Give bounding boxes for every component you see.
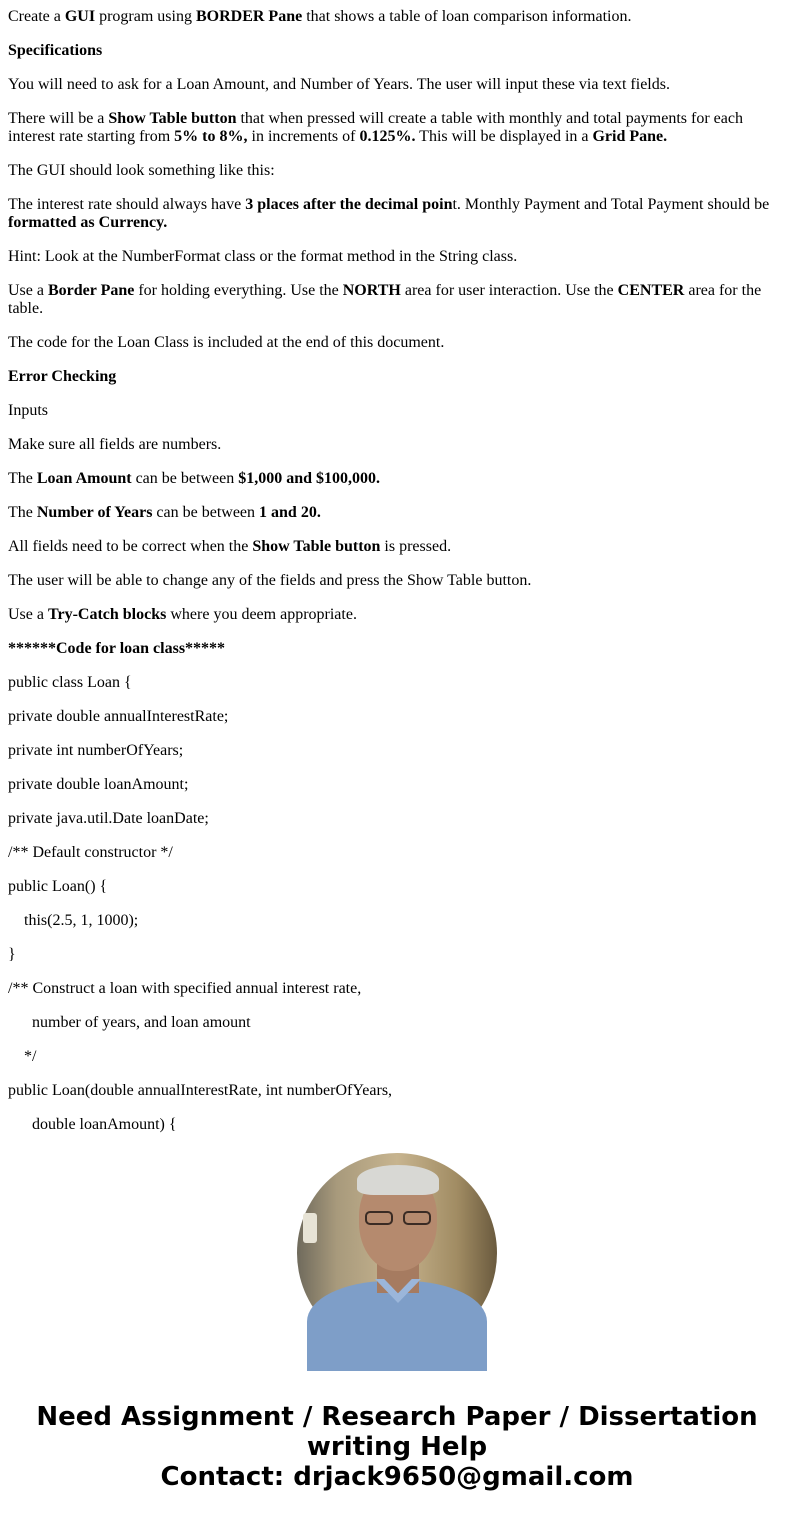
text-run: /** Default constructor */	[8, 844, 173, 861]
text-run: can be between	[152, 504, 260, 521]
paragraph	[8, 368, 786, 386]
paragraph	[8, 162, 786, 180]
text-run: The	[8, 504, 37, 521]
paragraph	[8, 844, 786, 862]
text-run: You will need to ask for a Loan Amount, and Number of Years. The user will input these via text fields.	[8, 76, 670, 93]
text-run: private double annualInterestRate;	[8, 708, 229, 725]
paragraph	[8, 878, 786, 896]
text-run: in increments of	[247, 128, 360, 145]
text-run: area for the table.	[8, 282, 762, 317]
text-run: where you deem appropriate.	[166, 606, 357, 623]
banner-contact-line: Contact: drjack9650@gmail.com	[160, 1462, 634, 1492]
bold-text: 3 places after the decimal poin	[245, 196, 453, 213]
bold-text: ******Code for loan class*****	[8, 640, 226, 657]
text-run: private int numberOfYears;	[8, 742, 184, 759]
paragraph	[8, 110, 786, 146]
paragraph	[8, 640, 786, 658]
text-run: Use a	[8, 606, 48, 623]
paragraph	[8, 436, 786, 454]
paragraph	[8, 1014, 786, 1032]
text-run: The interest rate should always have	[8, 196, 246, 213]
text-run: The GUI should look something like this:	[8, 162, 275, 179]
bold-text: $1,000 and $100,000.	[238, 470, 380, 487]
text-run: this(2.5, 1, 1000);	[24, 912, 139, 929]
document-body	[8, 0, 786, 1133]
text-run: private java.util.Date loanDate;	[8, 810, 209, 827]
bold-text: Loan Amount	[36, 470, 132, 487]
text-run: program using	[95, 8, 196, 25]
text-run: is pressed.	[380, 538, 452, 555]
photo-glasses	[365, 1211, 431, 1227]
text-run: t. Monthly Payment and Total Payment should be	[452, 196, 770, 213]
paragraph	[8, 248, 786, 266]
bold-text: 0.125%.	[359, 128, 416, 145]
paragraph	[8, 912, 786, 930]
text-run: public Loan() {	[8, 878, 108, 895]
paragraph	[8, 980, 786, 998]
author-photo	[297, 1153, 497, 1353]
text-run: public Loan(double annualInterestRate, int numberOfYears,	[8, 1082, 393, 1099]
paragraph	[8, 470, 786, 488]
text-run: Make sure all fields are numbers.	[8, 436, 222, 453]
bold-text: Specifications	[8, 42, 103, 59]
text-run: can be between	[131, 470, 239, 487]
bold-text: Error Checking	[8, 368, 117, 385]
text-run: The user will be able to change any of the fields and press the Show Table button.	[8, 572, 532, 589]
paragraph	[8, 196, 786, 232]
paragraph	[8, 946, 786, 964]
paragraph	[8, 282, 786, 318]
bold-text: 1 and 20.	[259, 504, 321, 521]
text-run: The code for the Loan Class is included at the end of this document.	[8, 334, 445, 351]
paragraph	[8, 1048, 786, 1066]
paragraph	[8, 708, 786, 726]
photo-hair	[357, 1165, 439, 1195]
text-run: }	[8, 946, 16, 963]
paragraph	[8, 742, 786, 760]
paragraph	[8, 1116, 786, 1134]
text-run: that shows a table of loan comparison information.	[302, 8, 632, 25]
text-run: */	[24, 1048, 37, 1065]
text-run: for holding everything. Use the	[134, 282, 343, 299]
paragraph	[8, 810, 786, 828]
paragraph	[8, 42, 786, 60]
text-run: All fields need to be correct when the	[8, 538, 253, 555]
bold-text: Show Table button	[252, 538, 381, 555]
paragraph	[8, 572, 786, 590]
paragraph	[8, 776, 786, 794]
text-run: Hint: Look at the NumberFormat class or the format method in the String class.	[8, 248, 518, 265]
text-run: Inputs	[8, 402, 48, 419]
bold-text: CENTER	[617, 282, 685, 299]
bold-text: GUI	[64, 8, 96, 25]
text-run: private double loanAmount;	[8, 776, 189, 793]
bold-text: Number of Years	[36, 504, 153, 521]
text-run: area for user interaction. Use the	[400, 282, 618, 299]
text-run: public class Loan {	[8, 674, 132, 691]
paragraph	[8, 674, 786, 692]
contact-banner	[0, 1402, 794, 1492]
text-run: that when pressed will create a table with monthly and total payments for each interest rate starting from	[8, 110, 743, 145]
photo-light-switch	[303, 1213, 317, 1243]
text-run: Use a	[8, 282, 48, 299]
bold-text: NORTH	[342, 282, 401, 299]
banner-line-1: Need Assignment / Research Paper / Dissertation	[36, 1402, 758, 1432]
text-run: double loanAmount) {	[32, 1116, 177, 1133]
text-run: Create a	[8, 8, 65, 25]
paragraph	[8, 334, 786, 352]
text-run: number of years, and loan amount	[32, 1014, 251, 1031]
paragraph	[8, 1082, 786, 1100]
text-run: The	[8, 470, 37, 487]
paragraph	[8, 76, 786, 94]
banner-line-2: writing Help	[306, 1432, 488, 1462]
paragraph	[8, 402, 786, 420]
bold-text: 5% to 8%,	[174, 128, 248, 145]
paragraph	[8, 8, 786, 26]
text-run: There will be a	[8, 110, 109, 127]
bold-text: BORDER Pane	[195, 8, 303, 25]
paragraph	[8, 606, 786, 624]
bold-text: formatted as Currency.	[8, 214, 168, 231]
bold-text: Try-Catch blocks	[47, 606, 167, 623]
text-run: This will be displayed in a	[415, 128, 593, 145]
paragraph	[8, 504, 786, 522]
paragraph	[8, 538, 786, 556]
bold-text: Grid Pane.	[592, 128, 668, 145]
bold-text: Border Pane	[47, 282, 135, 299]
text-run: /** Construct a loan with specified annual interest rate,	[8, 980, 362, 997]
bold-text: Show Table button	[108, 110, 237, 127]
